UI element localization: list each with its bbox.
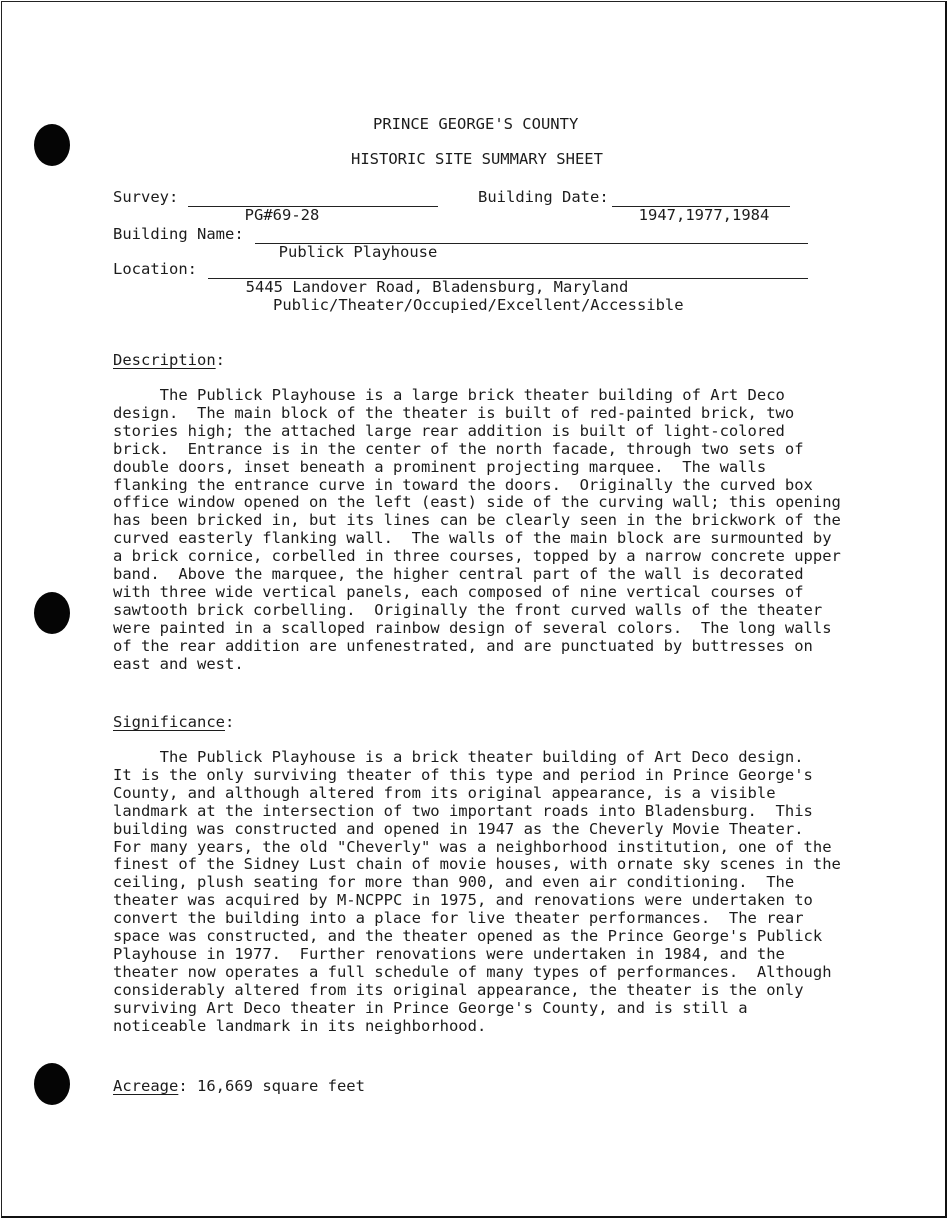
county-title: PRINCE GEORGE'S COUNTY (373, 115, 579, 133)
binder-hole-bottom (34, 1063, 70, 1105)
acreage-value: 16,669 square feet (197, 1077, 365, 1095)
binder-hole-middle (34, 592, 70, 634)
building-name-text: Publick Playhouse (278, 243, 438, 261)
acreage-line: Acreage: 16,669 square feet (113, 1077, 365, 1095)
description-heading: Description: (113, 351, 225, 369)
building-date-label: Building Date: (478, 188, 609, 206)
building-date-value (612, 188, 790, 224)
survey-value (188, 188, 438, 224)
classification-line: Public/Theater/Occupied/Excellent/Accessible (273, 296, 684, 314)
description-text: The Publick Playhouse is a large brick theater building of Art Deco design. The main block of the theater is built of red-painted brick, two stories high; the attached large rear addition is built of light-colored brick. Entrance is in the center of the north facade, through two sets of double doors, inset beneath a prominent projecting marquee. The walls flanking the entrance curve in toward the doors. Originally the curved box office window opened on the left (east) side of the curving wall; this opening has been bricked in, but its lines can be clearly seen in the brickwork of the curved easterly flanking wall. The walls of the main block are surmounted by a brick cornice, corbelled in three courses, topped by a narrow concrete upper band. Above the marquee, the higher central part of the wall is decorated with three wide vertical panels, each composed of nine vertical courses of sawtooth brick corbelling. Originally the front curved walls of the theater were painted in a scalloped rainbow design of several colors. The long walls of the rear addition are unfenestrated, and are punctuated by buttresses on east and west. (113, 386, 841, 673)
location-value (208, 260, 808, 296)
building-date-text: 1947,1977,1984 (638, 206, 770, 224)
building-name-value (255, 225, 808, 261)
acreage-label: Acreage (113, 1077, 179, 1095)
binder-hole-top (34, 124, 70, 166)
sheet-title: HISTORIC SITE SUMMARY SHEET (351, 150, 603, 168)
description-heading-text: Description (113, 351, 216, 369)
location-text: 5445 Landover Road, Bladensburg, Maryland (245, 278, 629, 296)
significance-heading-text: Significance (113, 713, 225, 731)
significance-text: The Publick Playhouse is a brick theater building of Art Deco design. It is the only surviving theater of this type and period in Prince George's County, and although altered from its original appearance, is a visible landmark at the intersection of two important roads into Bladensburg. This building was constructed and opened in 1947 as the Cheverly Movie Theater. For many years, the old "Cheverly" was a neighborhood institution, one of the finest of the Sidney Lust chain of movie houses, with ornate sky scenes in the ceiling, plush seating for more than 900, and even air conditioning. The theater was acquired by M-NCPPC in 1975, and renovations were undertaken to convert the building into a place for live theater performances. The rear space was constructed, and the theater opened as the Prince George's Publick Playhouse in 1977. Further renovations were undertaken in 1984, and the theater now operates a full schedule of many types of performances. Although considerably altered from its original appearance, the theater is the only surviving Art Deco theater in Prince George's County, and is still a noticeable landmark in its neighborhood. (113, 748, 841, 1035)
survey-label: Survey: (113, 188, 179, 206)
building-name-label: Building Name: (113, 225, 244, 243)
survey-number: PG#69-28 (244, 206, 320, 224)
significance-heading: Significance: (113, 713, 235, 731)
location-label: Location: (113, 260, 197, 278)
